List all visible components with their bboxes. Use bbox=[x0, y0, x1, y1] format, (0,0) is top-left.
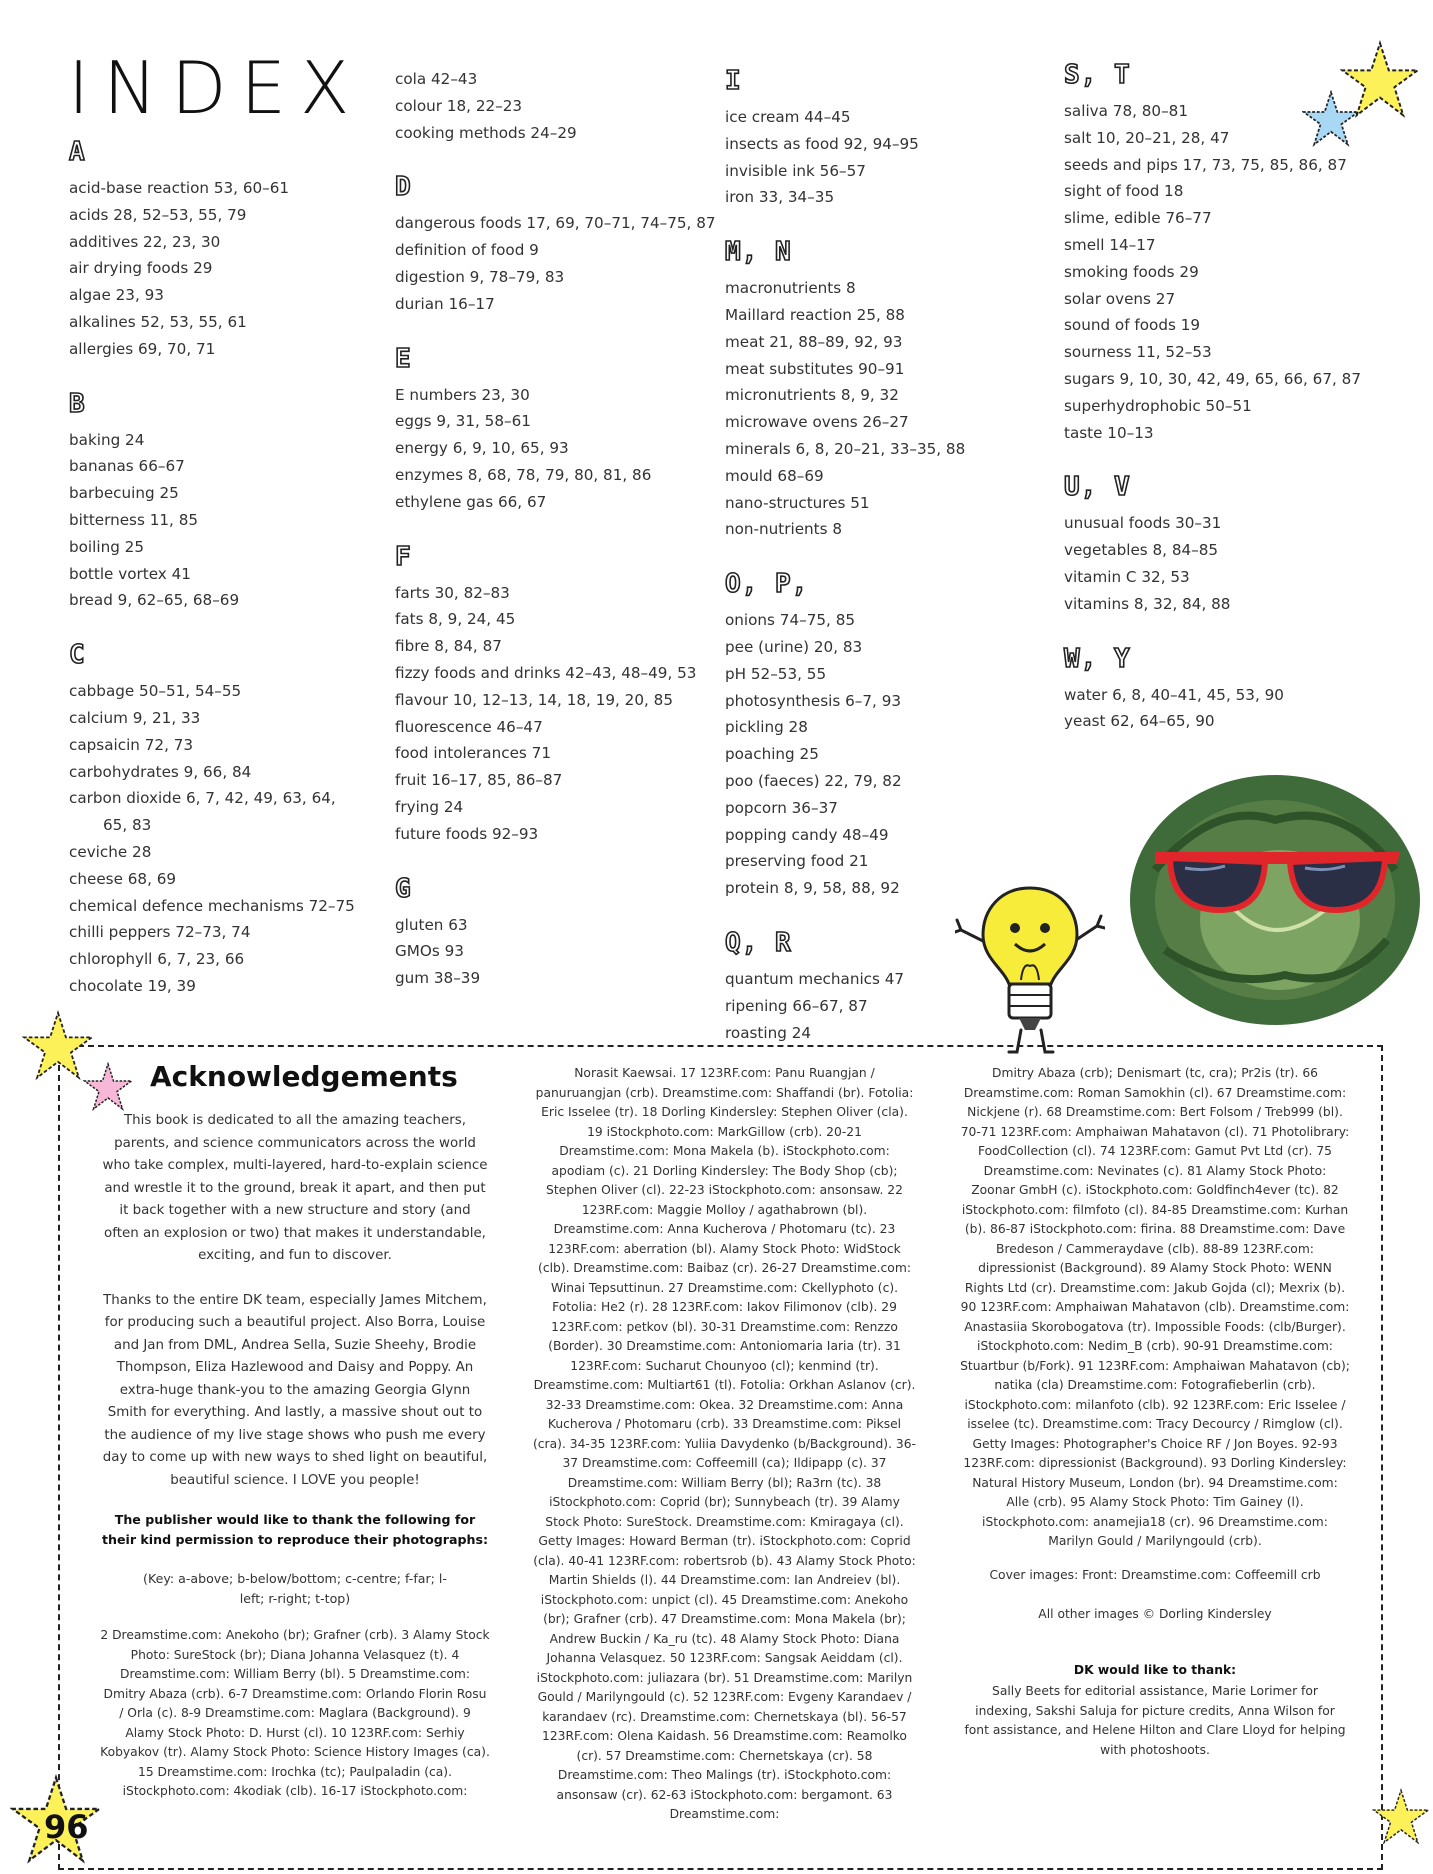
index-entry: vegetables 8, 84–85 bbox=[1064, 541, 1219, 560]
index-entry: acid-base reaction 53, 60–61 bbox=[69, 179, 290, 197]
index-letter-heading: Q, R bbox=[725, 927, 792, 958]
index-entry-list bbox=[1064, 98, 1384, 446]
index-section bbox=[395, 66, 725, 146]
index-entry: smell 14–17 bbox=[1064, 235, 1156, 254]
index-section bbox=[725, 567, 1045, 902]
index-entry: sourness 11, 52–53 bbox=[1064, 343, 1212, 362]
index-entry: meat 21, 88–89, 92, 93 bbox=[725, 332, 903, 351]
index-entry: farts 30, 82–83 bbox=[395, 583, 510, 602]
picture-credits-2: Norasit Kaewsai. 17 123RF.com: Panu Ruangjan / panuruangjan (crb). Dreamstime.com: Shaffandi (br). Fotolia: Eric Isselee (tr). 18 Dorling Kindersley: Stephen Oliver (cla). 19 iStockphoto.com: MarkGillow (crb). 20-21 Dreamstime.com: Mona Makela (b). iStockphoto.com: apodiam (c). 21 Dorling Kindersley: The Body Shop (cb); Stephen Oliver (cl). 22-23 iStockphoto.com: ansonsaw. 22 123RF.com: Maggie Molloy / agathabrown (bl). Dreamstime.com: Anna Kucherova / Photomaru (tc). 23 123RF.com: aberration (bl). Alamy Stock Photo: WidStock (clb). Dreamstime.com: Baibaz (cr). 26-27 Dreamstime.com: Winai Tepsuttinun. 27 Dreamstime.com: Ckellyphoto (c). Fotolia: He2 (r). 28 123RF.com: Iakov Filimonov (clb). 29 123RF.com: petkov (bl). 30-31 Dreamstime.com: Renzzo (Border). 30 Dreamstime.com: Antoniomaria Iaria (tr). 31 123RF.com: Sucharut Chounyoo (cl); kenmind (tr). Dreamstime.com: Multiart61 (tl). Fotolia: Orkhan Aslanov (cr). 32-33 Dreamstime.com: Okea. 32 Dreamstime.com: Anna Kucherova / Photomaru (crb). 33 Dreamstime.com: Piksel (cra). 34-35 123RF.com: Yuliia Davydenko (b/Background). 36-37 Dreamstime.com: Coffeemill (ca); Ildipapp (c). 37 Dreamstime.com: William Berry (bl); Ra3rn (tc). 38 iStockphoto.com: Coprid (br); Sunnybeach (tr). 39 Alamy Stock Photo: SureStock. Dreamstime.com: Kmiragaya (cl). Getty Images: Howard Berman (tr). iStockphoto.com: Coprid (cla). 40-41 123RF.com: robertsrob (b). 43 Alamy Stock Photo: Martin Shields (l). 44 Dreamstime.com: Ian Andreiev (bl). iStockphoto.com: unpict (cl). 45 Dreamstime.com: Anekoho (br); Grafner (crb). 47 Dreamstime.com: Mona Makela (br); Andrew Buckin / Ka_ru (tc). 48 Alamy Stock Photo: Diana Johanna Velasquez. 50 123RF.com: Sangsak Aeiddam (cl). iStockphoto.com: juliazara (br). 51 Dreamstime.com: Marilyn Gould / Marilyngould (c). 52 123RF.com: Evgeny Karandaev / karandaev (rc). Dreamstime.com: Chernetskaya (bl). 56-57 123RF.com: Olena Kaidash. 56 Dreamstime.com: Reamolko (cr). 57 Dreamstime.com: Chernetskaya (cr). 58 Dreamstime.com: Theo Malings (tr). iStockphoto.com: ansonsaw (cr). 62-63 iStockphoto.com: bergamont. 63 Dreamstime.com: bbox=[533, 1066, 916, 1821]
index-column-2 bbox=[395, 66, 725, 1016]
index-entry-list bbox=[69, 427, 389, 615]
index-entry: micronutrients 8, 9, 32 bbox=[725, 386, 899, 405]
index-entry: water 6, 8, 40–41, 45, 53, 90 bbox=[1064, 685, 1284, 704]
index-entry: non-nutrients 8 bbox=[725, 520, 843, 539]
index-entry: bottle vortex 41 bbox=[69, 564, 191, 583]
index-section bbox=[395, 342, 725, 516]
index-entry-list bbox=[395, 382, 725, 516]
index-entry: fizzy foods and drinks 42–43, 48–49, 53 bbox=[395, 663, 697, 682]
index-entry: air drying foods 29 bbox=[69, 259, 213, 278]
index-entry: mould 68–69 bbox=[725, 466, 824, 485]
index-entry: salt 10, 20–21, 28, 47 bbox=[1064, 128, 1230, 147]
index-entry-list bbox=[1064, 682, 1384, 736]
index-entry: macronutrients 8 bbox=[725, 279, 856, 298]
index-letter-heading: W, Y bbox=[1064, 643, 1131, 674]
index-entry: vitamin C 32, 53 bbox=[1064, 567, 1190, 586]
index-entry: meat substitutes 90–91 bbox=[725, 359, 905, 378]
index-entry: chlorophyll 6, 7, 23, 66 bbox=[69, 950, 245, 969]
index-entry: food intolerances 71 bbox=[395, 744, 551, 763]
credits-key: (Key: a-above; b-below/bottom; c-centre; f-far; l-left; r-right; t-top) bbox=[143, 1571, 447, 1606]
index-entry: GMOs 93 bbox=[395, 942, 464, 961]
index-entry: nano-structures 51 bbox=[725, 493, 870, 512]
index-entry: fluorescence 46–47 bbox=[395, 717, 543, 736]
index-entry: preserving food 21 bbox=[725, 852, 869, 871]
star-icon bbox=[1302, 90, 1360, 148]
index-entry: algae 23, 93 bbox=[69, 286, 164, 305]
index-column-1 bbox=[69, 135, 389, 1024]
index-entry: sound of foods 19 bbox=[1064, 316, 1201, 335]
index-letter-heading: A bbox=[69, 137, 86, 167]
index-entry: gum 38–39 bbox=[395, 969, 481, 988]
index-entry: acids 28, 52–53, 55, 79 bbox=[69, 205, 247, 224]
index-entry: energy 6, 9, 10, 65, 93 bbox=[395, 439, 569, 458]
index-section bbox=[69, 135, 389, 363]
index-entry-list bbox=[69, 678, 389, 1000]
index-entry: 65, 83 bbox=[103, 816, 152, 835]
cabbage-sunglasses-icon bbox=[1125, 760, 1425, 1030]
index-entry: alkalines 52, 53, 55, 61 bbox=[69, 312, 247, 331]
index-letter-heading: B bbox=[69, 388, 86, 419]
index-entry: photosynthesis 6–7, 93 bbox=[725, 691, 902, 710]
index-entry: bitterness 11, 85 bbox=[69, 510, 199, 529]
acknowledgements-column-1 bbox=[100, 1110, 490, 1820]
index-entry: ice cream 44–45 bbox=[725, 108, 851, 126]
index-entry-list bbox=[69, 175, 389, 363]
index-entry: smoking foods 29 bbox=[1064, 262, 1199, 281]
index-letter-heading: S, T bbox=[1064, 60, 1131, 90]
index-section bbox=[395, 170, 725, 317]
index-entry-list bbox=[725, 104, 1045, 211]
thanks-text: Thanks to the entire DK team, especially James Mitchem, for producing such a beautiful project. Also Borra, Louise and Jan from DML, Andrea Sella, Suzie Sheehy, Brodie Thompson, Eliza Hazlewood and Daisy and Poppy. An extra-huge thank-you to the amazing Georgia Glynn Smith for everything. And lastly, a massive shout out to the audience of my live stage shows who push me every day to come up with new ways to shed light on beautiful, beautiful science. I LOVE you people! bbox=[102, 1292, 488, 1488]
index-entry: saliva 78, 80–81 bbox=[1064, 102, 1189, 120]
index-entry: carbohydrates 9, 66, 84 bbox=[69, 762, 252, 781]
index-entry: enzymes 8, 68, 78, 79, 80, 81, 86 bbox=[395, 465, 652, 484]
index-entry: microwave ovens 26–27 bbox=[725, 413, 909, 432]
index-entry: dangerous foods 17, 69, 70–71, 74–75, 87 bbox=[395, 214, 716, 233]
index-entry: poo (faeces) 22, 79, 82 bbox=[725, 771, 902, 790]
index-entry: barbecuing 25 bbox=[69, 484, 179, 503]
index-entry: minerals 6, 8, 20–21, 33–35, 88 bbox=[725, 439, 966, 458]
index-entry: roasting 24 bbox=[725, 1023, 812, 1042]
index-entry: chemical defence mechanisms 72–75 bbox=[69, 896, 355, 915]
index-entry: quantum mechanics 47 bbox=[725, 969, 905, 988]
index-letter-heading: M, N bbox=[725, 237, 792, 268]
index-entry-list bbox=[395, 210, 725, 317]
index-entry: taste 10–13 bbox=[1064, 423, 1154, 442]
index-entry: cheese 68, 69 bbox=[69, 869, 177, 888]
index-entry: popcorn 36–37 bbox=[725, 798, 838, 817]
index-entry: gluten 63 bbox=[395, 915, 468, 934]
index-entry-list bbox=[395, 912, 725, 992]
index-entry: additives 22, 23, 30 bbox=[69, 232, 221, 251]
lightbulb-character-icon bbox=[955, 880, 1105, 1055]
index-letter-heading: E bbox=[395, 343, 412, 374]
index-entry: insects as food 92, 94–95 bbox=[725, 134, 919, 153]
index-entry: sight of food 18 bbox=[1064, 182, 1184, 201]
index-entry: cabbage 50–51, 54–55 bbox=[69, 682, 242, 701]
publisher-heading: The publisher would like to thank the following for their kind permission to reproduce their photographs: bbox=[101, 1512, 489, 1547]
index-entry: eggs 9, 31, 58–61 bbox=[395, 412, 531, 431]
acknowledgements-column-3 bbox=[960, 1064, 1350, 1778]
index-entry: pee (urine) 20, 83 bbox=[725, 637, 863, 656]
acknowledgements-title: Acknowledgements bbox=[150, 1060, 458, 1093]
index-letter-heading: G bbox=[395, 873, 412, 904]
index-entry: durian 16–17 bbox=[395, 294, 495, 313]
index-entry: carbon dioxide 6, 7, 42, 49, 63, 64, bbox=[69, 789, 336, 808]
star-icon bbox=[83, 1062, 133, 1112]
index-entry-list bbox=[1064, 510, 1384, 617]
index-entry: ethylene gas 66, 67 bbox=[395, 492, 547, 511]
picture-credits-3: Dmitry Abaza (crb); Denismart (tc, cra); Pr2is (tr). 66 Dreamstime.com: Roman Samokhin (cl). 67 Dreamstime.com: Nickjene (r). 68 Dreamstime.com: Bert Folsom / Treb999 (bl). 70-71 123RF.com: Amphaiwan Mahatavon (cl). 71 Photolibrary: FoodCollection (cl). 74 123RF.com: Gamut Pvt Ltd (cr). 75 Dreamstime.com: Nevinates (c). 81 Alamy Stock Photo: Zoonar GmbH (c). iStockphoto.com: Goldfinch4ever (tc). 82 iStockphoto.com: filmfoto (cl). 84-85 Dreamstime.com: Kurhan (b). 86-87 iStockphoto.com: firina. 88 Dreamstime.com: Dave Bredeson / Cammeraydave (clb). 88-89 123RF.com: dipressionist (Background). 89 Alamy Stock Photo: WENN Rights Ltd (cr). Dreamstime.com: Jakub Gojda (cl); Mexrix (b). 90 123RF.com: Amphaiwan Mahatavon (clb). Dreamstime.com: Anastasiia Skorobogatova (tr). Impossible Foods: (clb/Burger). iStockphoto.com: Nedim_B (crb). 90-91 Dreamstime.com: Stuartbur (b/Fork). 91 123RF.com: Amphaiwan Mahatavon (cb); natika (cla) Dreamstime.com: Fotografieberlin (crb). iStockphoto.com: milanfoto (clb). 92 123RF.com: Eric Isselee / isselee (tc). Dreamstime.com: Tracy Decourcy / Rimglow (cl). Getty Images: Photographer's Choice RF / Jon Boyes. 92-93 123RF.com: dipressionist (Background). 93 Dorling Kindersley: Natural History Museum, London (br). 94 Dreamstime.com: Alle (crb). 95 Alamy Stock Photo: Tim Gainey (l). iStockphoto.com: anamejia18 (cr). 96 Dreamstime.com: Marilyn Gould / Marilyngould (crb). bbox=[960, 1066, 1350, 1548]
index-letter-heading: F bbox=[395, 541, 412, 572]
index-entry: invisible ink 56–57 bbox=[725, 161, 866, 180]
index-entry-list bbox=[725, 275, 1045, 543]
index-entry: protein 8, 9, 58, 88, 92 bbox=[725, 879, 900, 898]
index-entry: sugars 9, 10, 30, 42, 49, 65, 66, 67, 87 bbox=[1064, 369, 1361, 388]
index-entry: digestion 9, 78–79, 83 bbox=[395, 267, 565, 286]
index-entry-list bbox=[395, 66, 725, 146]
index-entry: superhydrophobic 50–51 bbox=[1064, 396, 1252, 415]
star-icon bbox=[1372, 1788, 1430, 1846]
index-entry: E numbers 23, 30 bbox=[395, 385, 530, 404]
index-entry: fibre 8, 84, 87 bbox=[395, 637, 502, 656]
index-entry: pickling 28 bbox=[725, 718, 808, 737]
dk-thanks-heading: DK would like to thank: bbox=[1073, 1662, 1237, 1677]
dedication-text: This book is dedicated to all the amazing teachers, parents, and science communicators across the world who take complex, multi-layered, hard-to-explain science and wrestle it to the ground, break it apart, and then put it back together with a new structure and story (and often an explosion or two) that makes it understandable, exciting, and fun to discover. bbox=[102, 1113, 488, 1263]
index-entry: unusual foods 30–31 bbox=[1064, 514, 1222, 533]
index-entry-list bbox=[395, 580, 725, 848]
index-entry: seeds and pips 17, 73, 75, 85, 86, 87 bbox=[1064, 155, 1347, 174]
index-title: INDEX bbox=[68, 46, 364, 130]
index-entry: fats 8, 9, 24, 45 bbox=[395, 610, 516, 629]
index-entry: definition of food 9 bbox=[395, 241, 539, 260]
index-letter-heading: I bbox=[725, 66, 742, 96]
index-entry: poaching 25 bbox=[725, 745, 819, 764]
index-entry: calcium 9, 21, 33 bbox=[69, 708, 201, 727]
picture-credits-1: 2 Dreamstime.com: Anekoho (br); Grafner (crb). 3 Alamy Stock Photo: SureStock (br); Diana Johanna Velasquez (t). 4 Dreamstime.com: William Berry (bl). 5 Dreamstime.com: Dmitry Abaza (crb). 6-7 Dreamstime.com: Orlando Florin Rosu / Orla (c). 8-9 Dreamstime.com: Maglara (Background). 9 Alamy Stock Photo: D. Hurst (cl). 10 123RF.com: Serhiy Kobyakov (tr). Alamy Stock Photo: Science History Images (ca). 15 Dreamstime.com: Irochka (tc); Paulpaladin (ca). iStockphoto.com: 4kodiak (clb). 16-17 iStockphoto.com: bbox=[100, 1628, 490, 1799]
index-entry: frying 24 bbox=[395, 797, 464, 816]
index-entry: Maillard reaction 25, 88 bbox=[725, 305, 905, 324]
index-entry: solar ovens 27 bbox=[1064, 289, 1176, 308]
index-letter-heading: O, P, bbox=[725, 569, 809, 600]
index-section bbox=[69, 387, 389, 615]
cover-images-credit: Cover images: Front: Dreamstime.com: Coffeemill crb bbox=[989, 1567, 1321, 1582]
index-section bbox=[1064, 470, 1384, 617]
index-entry: allergies 69, 70, 71 bbox=[69, 339, 216, 358]
index-entry: iron 33, 34–35 bbox=[725, 188, 835, 207]
index-entry: ripening 66–67, 87 bbox=[725, 996, 868, 1015]
index-letter-heading: D bbox=[395, 172, 412, 203]
index-entry: slime, edible 76–77 bbox=[1064, 209, 1212, 228]
index-entry: chocolate 19, 39 bbox=[69, 976, 196, 995]
index-section bbox=[69, 638, 389, 1000]
index-section bbox=[725, 64, 1045, 211]
index-entry: future foods 92–93 bbox=[395, 824, 539, 843]
index-section bbox=[725, 235, 1045, 543]
index-column-4 bbox=[1064, 58, 1384, 759]
index-entry: fruit 16–17, 85, 86–87 bbox=[395, 771, 563, 790]
index-entry: popping candy 48–49 bbox=[725, 825, 889, 844]
acknowledgements-column-2 bbox=[532, 1064, 917, 1843]
index-entry: ceviche 28 bbox=[69, 842, 152, 861]
index-letter-heading: C bbox=[69, 640, 86, 671]
index-entry: cooking methods 24–29 bbox=[395, 123, 577, 142]
index-entry: baking 24 bbox=[69, 430, 145, 449]
index-section bbox=[395, 540, 725, 848]
index-entry: boiling 25 bbox=[69, 537, 145, 556]
index-entry: chilli peppers 72–73, 74 bbox=[69, 923, 251, 942]
index-entry: pH 52–53, 55 bbox=[725, 664, 827, 683]
index-entry: yeast 62, 64–65, 90 bbox=[1064, 712, 1215, 731]
index-section bbox=[395, 872, 725, 992]
other-images-credit: All other images © Dorling Kindersley bbox=[1038, 1607, 1272, 1621]
index-section bbox=[1064, 642, 1384, 736]
index-entry-list bbox=[725, 607, 1045, 902]
index-entry: bananas 66–67 bbox=[69, 457, 185, 476]
page-number: 96 bbox=[44, 1808, 89, 1846]
index-entry: flavour 10, 12–13, 14, 18, 19, 20, 85 bbox=[395, 690, 673, 709]
index-entry: capsaicin 72, 73 bbox=[69, 735, 194, 754]
index-entry: onions 74–75, 85 bbox=[725, 611, 856, 630]
index-entry: cola 42–43 bbox=[395, 70, 478, 88]
dk-thanks-text: Sally Beets for editorial assistance, Marie Lorimer for indexing, Sakshi Saluja for picture credits, Anna Wilson for font assistance, and Helene Hilton and Clare Lloyd for helping with photoshoots. bbox=[964, 1684, 1346, 1757]
index-entry: bread 9, 62–65, 68–69 bbox=[69, 591, 240, 610]
index-entry: colour 18, 22–23 bbox=[395, 96, 523, 115]
index-entry: vitamins 8, 32, 84, 88 bbox=[1064, 594, 1231, 613]
index-letter-heading: U, V bbox=[1064, 472, 1131, 503]
